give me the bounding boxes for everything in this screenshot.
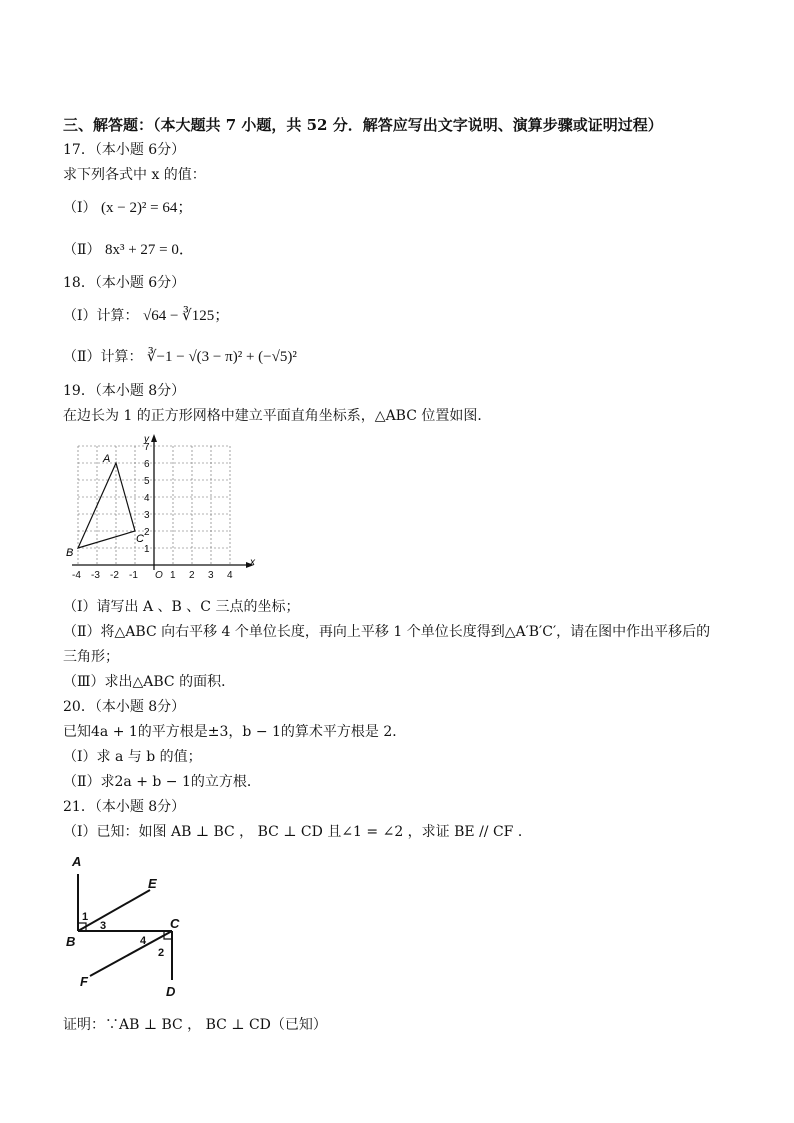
q19-part1: （Ⅰ）请写出 A 、B 、C 三点的坐标； <box>63 599 300 615</box>
x-axis-label: x <box>250 557 255 568</box>
x-tick: -3 <box>91 570 100 581</box>
y-tick: 4 <box>144 493 150 504</box>
q18-part2-label: （Ⅱ）计算： <box>63 349 143 365</box>
x-tick: 4 <box>227 570 233 581</box>
label-e: E <box>148 876 157 891</box>
y-tick: 5 <box>144 476 150 487</box>
label-d: D <box>166 984 176 999</box>
q19-part2-line2: 三角形； <box>63 649 119 665</box>
q20-part2: （Ⅱ）求2a + b − 1的立方根． <box>63 774 261 790</box>
q17-part1-label: （Ⅰ） <box>63 200 97 216</box>
q21-part1: （Ⅰ）已知：如图 AB ⊥ BC ， BC ⊥ CD 且∠1 = ∠2 ，求证 BE // CF ． <box>63 824 532 840</box>
q18-part1 <box>63 307 229 325</box>
q17-part1-equation: (x − 2)² = 64； <box>100 200 193 216</box>
q20-prompt: 已知4a + 1的平方根是±3，b − 1的算术平方根是 2． <box>63 724 407 740</box>
x-tick: 2 <box>189 570 195 581</box>
angle-3-label: 3 <box>100 920 107 932</box>
triangle-abc <box>78 463 135 548</box>
section-heading: 三、解答题：（本大题共 7 小题，共 52 分．解答应写出文字说明、演算步骤或证明过程） <box>63 116 663 134</box>
y-axis-arrow <box>151 434 157 442</box>
segment-be <box>78 890 150 931</box>
label-a: A <box>72 854 82 869</box>
y-tick: 6 <box>144 459 150 470</box>
q18-part1-label: （Ⅰ）计算： <box>63 308 139 324</box>
q21-geometry-figure <box>62 848 202 1003</box>
angle-2-label: 2 <box>158 947 165 959</box>
q21-number: 21．（本小题 8分） <box>63 799 186 815</box>
x-tick: 3 <box>208 570 214 581</box>
x-tick: -2 <box>110 570 119 581</box>
point-c-label: C <box>136 533 144 545</box>
x-tick: -1 <box>129 570 138 581</box>
y-axis-label: y <box>144 434 149 445</box>
angle-1-label: 1 <box>82 911 89 923</box>
x-tick: -4 <box>72 570 81 581</box>
label-f: F <box>80 974 88 989</box>
q21-proof-start: 证明：∵AB ⊥ BC ， BC ⊥ CD（已知） <box>63 1017 327 1033</box>
q18-part2 <box>63 348 297 366</box>
point-a-label: A <box>103 453 111 465</box>
point-b-label: B <box>66 547 74 559</box>
q20-number: 20．（本小题 8分） <box>63 699 186 715</box>
q20-part1: （Ⅰ）求 a 与 b 的值； <box>63 749 202 765</box>
q19-number: 19．（本小题 8分） <box>63 383 186 399</box>
q17-prompt: 求下列各式中 x 的值： <box>63 167 206 183</box>
y-tick: 1 <box>144 544 150 555</box>
origin-label: O <box>155 570 163 581</box>
label-c: C <box>170 916 180 931</box>
q19-part3: （Ⅲ）求出△ABC 的面积． <box>63 674 236 690</box>
q17-part2-equation: 8x³ + 27 = 0． <box>104 242 194 258</box>
q17-number: 17．（本小题 6分） <box>63 142 186 158</box>
q17-part1 <box>63 199 192 217</box>
q18-number: 18．（本小题 6分） <box>63 275 186 291</box>
q18-part1-expression: √64 − ∛125； <box>142 308 230 324</box>
q18-part2-expression: ∛−1 − √(3 − π)² + (−√5)² <box>146 349 297 365</box>
q19-coordinate-grid-figure <box>58 432 263 582</box>
x-tick: 1 <box>170 570 176 581</box>
y-tick: 7 <box>144 442 150 453</box>
label-b: B <box>66 934 76 949</box>
q19-part2-line1: （Ⅱ）将△ABC 向右平移 4 个单位长度，再向上平移 1 个单位长度得到△A′B′C′，请在图中作出平移后的 <box>63 624 711 640</box>
q17-part2-label: （Ⅱ） <box>63 242 101 258</box>
q17-part2 <box>63 241 194 259</box>
q19-prompt: 在边长为 1 的正方形网格中建立平面直角坐标系，△ABC 位置如图． <box>63 408 492 424</box>
angle-4-label: 4 <box>140 935 147 947</box>
y-tick: 3 <box>144 510 150 521</box>
y-tick: 2 <box>144 527 150 538</box>
